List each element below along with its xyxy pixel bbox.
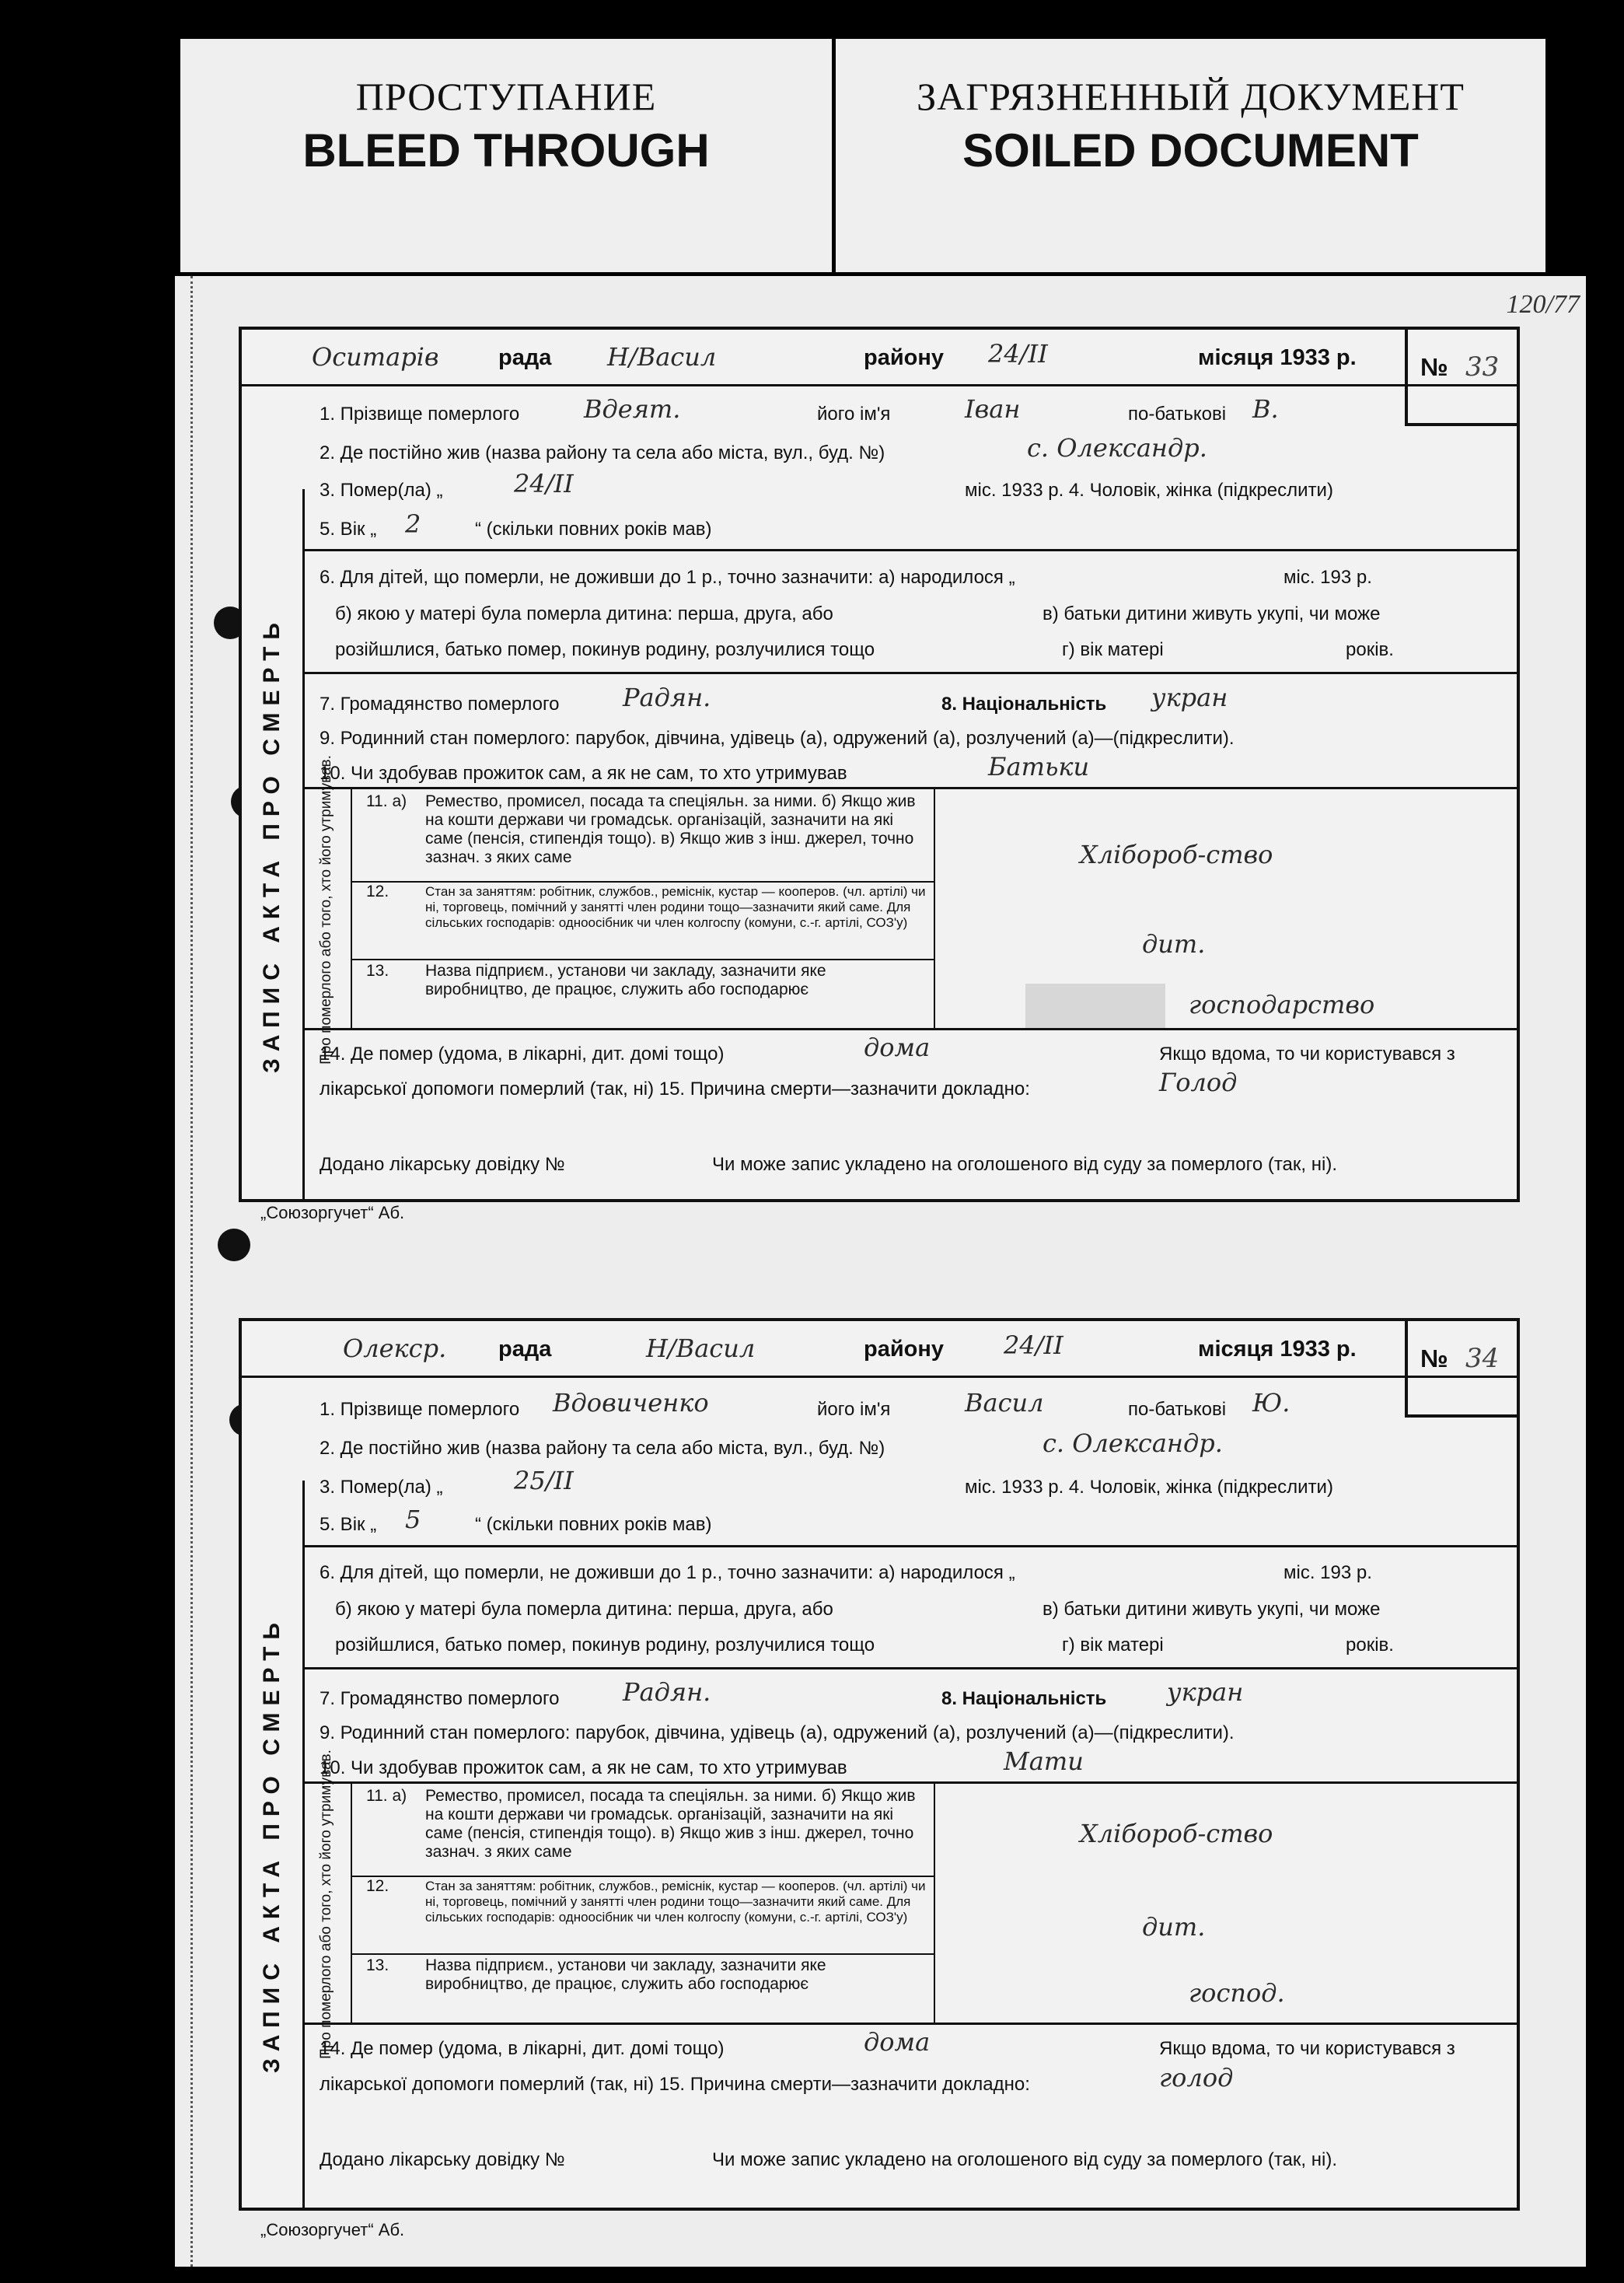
residence: с. Олександр. — [1043, 1428, 1223, 1458]
surname: Вдеят. — [584, 394, 681, 424]
side-title-band — [242, 1481, 305, 2208]
label: 7. Громадянство померлого — [320, 1688, 560, 1709]
rayon-label: району — [864, 345, 945, 370]
subtable-side — [302, 755, 352, 1065]
notice-en-text: BLEED THROUGH — [302, 124, 710, 177]
label: г) вік матері — [1062, 639, 1164, 660]
perforation-line — [190, 276, 193, 2267]
line-16 — [320, 2149, 1501, 2171]
cause-of-death: Голод — [1159, 1068, 1238, 1097]
label: 1. Прізвище померлого — [320, 404, 520, 425]
printer-mark: „Союзоргучет“ Аб. — [260, 2220, 405, 2239]
label: 14. Де помер (удома, в лікарні, дит. домі тощо) — [320, 2038, 725, 2059]
record-number: 34 — [1465, 1343, 1500, 1374]
occupation: Хлібороб-ство — [1080, 1819, 1273, 1848]
rayon-label: району — [864, 1337, 945, 1362]
label: лікарської допомоги померлий (так, ні) 15. Причина смерти—зазначити докладно: — [320, 1079, 1030, 1100]
line-7 — [320, 1677, 1501, 1710]
label: в) батьки дитини живуть укупі, чи може — [1043, 603, 1381, 624]
label: 5. Вік „ — [320, 519, 377, 540]
line-3 — [320, 469, 1501, 502]
nationality: укран — [1167, 1677, 1244, 1707]
council-name: Оситарів — [312, 342, 439, 372]
residence: с. Олександр. — [1027, 433, 1207, 463]
label: по-батькові — [1128, 1399, 1227, 1420]
label: Якщо вдома, то чи користувався з — [1159, 1044, 1455, 1065]
divider — [302, 1028, 1517, 1030]
line-6 — [320, 1562, 1501, 1584]
label: б) якою у матері була померла дитина: перша, друга, або — [335, 1599, 833, 1620]
death-date: 24/ІІ — [514, 469, 574, 498]
supporter: Батьки — [988, 752, 1090, 781]
line-2 — [320, 433, 1501, 464]
label: 3. Помер(ла) „ — [320, 480, 443, 501]
label: міс. 193 р. — [1283, 567, 1372, 588]
label: Додано лікарську довідку № — [320, 2149, 565, 2170]
patronymic: В. — [1252, 394, 1279, 424]
divider — [302, 2023, 1517, 2025]
line-16 — [320, 1154, 1501, 1176]
row-number: 13. — [366, 1956, 389, 1974]
line-6 — [320, 567, 1501, 589]
citizenship: Радян. — [623, 1677, 711, 1707]
row-text: Назва підприєм., установи чи закладу, зазначити яке виробництво, де працює, служить або господарює — [425, 962, 826, 998]
line-6c — [335, 1634, 1501, 1656]
label: 8. Національність — [941, 694, 1107, 715]
label: 8. Національність — [941, 1688, 1107, 1709]
label: Якщо вдома, то чи користувався з — [1159, 2038, 1455, 2059]
month-label: місяця 1933 р. — [1198, 1337, 1357, 1362]
row-text: Ремество, промисел, посада та спеціяльн. за ними. б) Якщо жив на кошти держави чи громадськ. організацій, зазначити на які саме (пенсія, стипендія тощо). в) Якщо жив з інш. джерел, точно зазнач. з яких саме — [425, 1787, 916, 1861]
line-10 — [320, 1746, 1501, 1779]
label: міс. 1933 р. 4. Чоловік, жінка (підкреслити) — [965, 1477, 1333, 1498]
line-3 — [320, 1466, 1501, 1498]
age: 5 — [405, 1505, 421, 1534]
line-1 — [320, 1388, 1501, 1421]
citizenship: Радян. — [623, 683, 711, 712]
stain — [1025, 984, 1165, 1029]
label: розійшлися, батько помер, покинув родину, розлучилися тощо — [335, 1634, 875, 1655]
line-14 — [320, 2027, 1501, 2060]
divider — [302, 1667, 1517, 1669]
label: 7. Громадянство померлого — [320, 694, 560, 715]
label: в) батьки дитини живуть укупі, чи може — [1043, 1599, 1381, 1620]
cause-of-death: голод — [1159, 2063, 1234, 2092]
subtable-side — [302, 1750, 352, 2059]
line-5 — [320, 1505, 1501, 1536]
workplace: господарство — [1189, 990, 1375, 1019]
side-title: ЗАПИС АКТА ПРО СМЕРТЬ — [259, 1615, 285, 2073]
sheet-number: 120/77 — [1506, 290, 1580, 319]
row-text: Стан за заняттям: робітник, службов., реміснік, кустар — кооперов. (чл. артілі) чи ні, торговець, помічний у занятті член родини тощо—зазначити який саме. Для сільських господарів: одноосібник чи член колгоспу (комуни, с.-г. артілі, СОЗ'у) — [425, 884, 926, 930]
label: 10. Чи здобував прожиток сам, а як не сам, то хто утримував — [320, 763, 847, 784]
death-date: 25/ІІ — [514, 1466, 574, 1495]
bleed-through-notice — [180, 39, 832, 272]
month-label: місяця 1933 р. — [1198, 345, 1357, 370]
line-9: 9. Родинний стан померлого: парубок, дівчина, удівець (а), одружений (а), розлучений (а)—(підкреслити). — [320, 1722, 1235, 1743]
record-date: 24/ІІ — [988, 339, 1048, 369]
row-13 — [351, 1953, 934, 2023]
side-title-band — [242, 489, 305, 1199]
label: г) вік матері — [1062, 1634, 1164, 1655]
row-13 — [351, 959, 934, 1029]
label: міс. 1933 р. 4. Чоловік, жінка (підкреслити) — [965, 480, 1333, 501]
first-name: Іван — [965, 394, 1021, 424]
label: 10. Чи здобував прожиток сам, а як не сам, то хто утримував — [320, 1757, 847, 1778]
divider — [302, 672, 1517, 674]
employment-status: дит. — [1142, 1912, 1206, 1942]
label: років. — [1346, 639, 1394, 660]
death-record-form-2 — [239, 1318, 1520, 2211]
line-1 — [320, 394, 1501, 425]
row-12 — [351, 1876, 934, 1955]
line-14 — [320, 1033, 1501, 1065]
row-text: Ремество, промисел, посада та спеціяльн. за ними. б) Якщо жив на кошти держави чи громадськ. організацій, зазначити на які саме (пенсія, стипендія тощо). в) Якщо жив з інш. джерел, точно зазнач. з яких саме — [425, 792, 916, 866]
occupation: Хлібороб-ство — [1080, 840, 1273, 869]
label: 6. Для дітей, що померли, не доживши до 1 р., точно зазначити: а) народилося „ — [320, 1562, 1015, 1583]
record-number: 33 — [1465, 351, 1500, 383]
line-10 — [320, 752, 1501, 785]
line-6c — [335, 639, 1501, 661]
label: 3. Помер(ла) „ — [320, 1477, 443, 1498]
notice-ru-text: ПРОСТУПАНИЕ — [355, 75, 657, 118]
row-text: Стан за заняттям: робітник, службов., реміснік, кустар — кооперов. (чл. артілі) чи ні, торговець, помічний у занятті член родини тощо—зазначити який саме. Для сільських господарів: одноосібник чи член колгоспу (комуни, с.-г. артілі, СОЗ'у) — [425, 1879, 926, 1925]
soiled-document-notice — [836, 39, 1545, 272]
district-name: Н/Васил — [607, 342, 717, 372]
divider — [302, 1545, 1517, 1547]
supporter: Мати — [1004, 1746, 1084, 1776]
first-name: Васил — [965, 1388, 1044, 1418]
divider — [302, 549, 1517, 551]
line-5 — [320, 509, 1501, 540]
line-15 — [320, 1068, 1501, 1100]
subtable-answer-column — [934, 789, 935, 1030]
label: “ (скільки повних років мав) — [475, 1514, 712, 1535]
label: лікарської допомоги померлий (так, ні) 15. Причина смерти—зазначити докладно: — [320, 2074, 1030, 2095]
label: міс. 193 р. — [1283, 1562, 1372, 1583]
age: 2 — [405, 509, 421, 539]
row-text: Назва підприєм., установи чи закладу, зазначити яке виробництво, де працює, служить або господарює — [425, 1956, 826, 1993]
line-7 — [320, 683, 1501, 715]
line-15 — [320, 2063, 1501, 2096]
label: 1. Прізвище померлого — [320, 1399, 520, 1420]
label: розійшлися, батько помер, покинув родину, розлучилися тощо — [335, 639, 875, 660]
label: його ім'я — [817, 1399, 891, 1420]
line-6b — [335, 603, 1501, 625]
district-name: Н/Васил — [646, 1334, 756, 1363]
label: Додано лікарську довідку № — [320, 1154, 565, 1175]
workplace: господ. — [1189, 1978, 1285, 2008]
patronymic: Ю. — [1252, 1388, 1290, 1418]
notice-en-text: SOILED DOCUMENT — [962, 124, 1419, 177]
row-11 — [351, 789, 934, 883]
notice-ru-text: ЗАГРЯЗНЕННЫЙ ДОКУМЕНТ — [917, 75, 1465, 118]
row-number: 13. — [366, 962, 389, 980]
place-of-death: дома — [864, 1033, 931, 1062]
subtable-answer-column — [934, 1784, 935, 2025]
label: Чи може запис укладено на оголошеного від суду за померлого (так, ні). — [712, 2149, 1337, 2170]
surname: Вдовиченко — [553, 1388, 709, 1418]
line-6b — [335, 1599, 1501, 1620]
label: по-батькові — [1128, 404, 1227, 425]
row-12 — [351, 881, 934, 960]
label: його ім'я — [817, 404, 891, 425]
label: 5. Вік „ — [320, 1514, 377, 1535]
label: “ (скільки повних років мав) — [475, 519, 712, 540]
subtable-side-label: Про померлого або того, хто його утримував. — [318, 1750, 334, 2059]
rada-label: рада — [498, 1337, 552, 1362]
label: б) якою у матері була померла дитина: перша, друга, або — [335, 603, 833, 624]
council-name: Олекср. — [343, 1334, 447, 1363]
document-sheet — [175, 276, 1586, 2267]
line-2 — [320, 1428, 1501, 1460]
form-header — [242, 330, 1517, 386]
punch-hole — [218, 1229, 250, 1261]
printer-mark: „Союзоргучет“ Аб. — [260, 1203, 405, 1222]
label: 2. Де постійно жив (назва району та села або міста, вул., буд. №) — [320, 1438, 885, 1459]
form-header — [242, 1321, 1517, 1378]
subtable-side-label: Про померлого або того, хто його утримував. — [318, 755, 334, 1065]
place-of-death: дома — [864, 2027, 931, 2057]
side-title: ЗАПИС АКТА ПРО СМЕРТЬ — [259, 615, 285, 1073]
line-9: 9. Родинний стан померлого: парубок, дівчина, удівець (а), одружений (а), розлучений (а)—(підкреслити). — [320, 728, 1235, 749]
label: років. — [1346, 1634, 1394, 1655]
row-number: 11. а) — [366, 792, 407, 810]
label: 14. Де помер (удома, в лікарні, дит. домі тощо) — [320, 1044, 725, 1065]
row-11 — [351, 1784, 934, 1877]
death-record-form-1 — [239, 327, 1520, 1202]
label: 6. Для дітей, що померли, не доживши до 1 р., точно зазначити: а) народилося „ — [320, 567, 1015, 588]
label: Чи може запис укладено на оголошеного від суду за померлого (так, ні). — [712, 1154, 1337, 1175]
row-number: 12. — [366, 883, 389, 900]
number-label: № — [1420, 353, 1448, 381]
nationality: укран — [1151, 683, 1228, 712]
rada-label: рада — [498, 345, 552, 370]
row-number: 12. — [366, 1877, 389, 1895]
employment-status: дит. — [1142, 929, 1206, 959]
row-number: 11. а) — [366, 1787, 407, 1805]
label: 2. Де постійно жив (назва району та села або міста, вул., буд. №) — [320, 442, 885, 463]
number-label: № — [1420, 1344, 1448, 1372]
record-date: 24/ІІ — [1004, 1330, 1063, 1360]
